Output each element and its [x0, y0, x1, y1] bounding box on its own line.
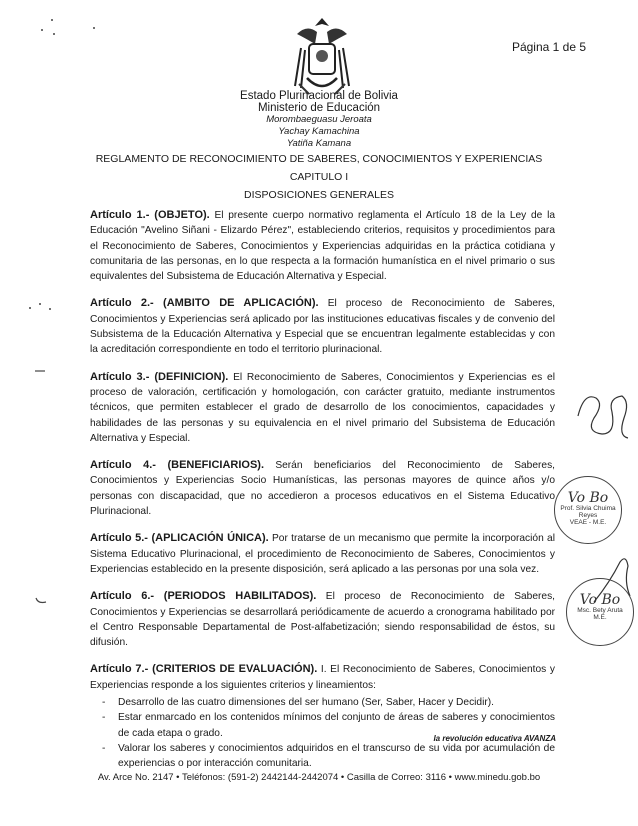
- article-7: [90, 662, 555, 693]
- footer-contact: Av. Arce No. 2147 • Teléfonos: (591-2) 2442144-2442074 • Casilla de Correo: 3116 • www.minedu.gob.bo: [97, 772, 541, 783]
- article-text: El proceso de Reconocimiento de Saberes, Conocimientos y Experiencias será aplicado por las instituciones educativas fiscales y de convenio del Subsistema de la Educación Alternativa y Especial que se encuentran legalmente establecidas y con la acreditación correspondiente en todo el territorio plurinacional.: [90, 298, 555, 356]
- document-headings: [0, 150, 638, 204]
- ministry-name-guarani: Morombaeguasu Jeroata: [266, 114, 372, 125]
- list-item: - Valorar los saberes y conocimientos adquiridos en el transcurso de su vida por acumulación de experiencias o por interacción comunitaria.: [118, 741, 555, 772]
- scan-speck-icon: [26, 300, 56, 314]
- article-title: Artículo 1.- (OBJETO).: [90, 209, 210, 221]
- article-text: El Reconocimiento de Saberes, Conocimientos y Experiencias es el proceso de valoración, certificación y homologación, con carácter gratuito, mediante instrumentos técnicos, que permiten establecer el grado de desarrollo de los conocimientos, capacidades y habilidades de las personas y su equivalencia en el nivel primario del Subsistema de Educación Alternativa y Especial.: [90, 371, 555, 444]
- article-text: El proceso de Reconocimiento de Saberes, Conocimientos y Experiencias se desarrollará periódicamente de acuerdo a cronograma habilitado por el Centro Responsable Departamental de Post-alfabetización; siendo responsabilidad de éstos, su difusión.: [90, 591, 555, 649]
- stamp-unit: VEAE - M.E.: [569, 519, 607, 526]
- motto: la revolución educativa AVANZA: [433, 734, 556, 743]
- stamp-vobo: Vo Bo: [579, 592, 621, 608]
- article-text: Por tratarse de un mecanismo que permite la incorporación al Sistema Educativo Plurinacional, el procedimiento de Reconocimiento de Saberes, Conocimientos y Experiencias establecido en la presente disposición, será aplicado a las personas por una sola vez.: [90, 533, 555, 575]
- stamp-signer: Prof. Silvia Chuima Reyes: [560, 505, 616, 519]
- article-title: Artículo 4.- (BENEFICIARIOS).: [90, 459, 265, 472]
- article-3: [90, 370, 555, 446]
- approval-stamp: [566, 578, 634, 646]
- article-title: Artículo 2.- (AMBITO DE APLICACIÓN).: [90, 297, 319, 310]
- ministry-name-quechua: Yachay Kamachina: [278, 126, 360, 137]
- document-body: [90, 208, 555, 772]
- document-title: REGLAMENTO DE RECONOCIMIENTO DE SABERES, CONOCIMIENTOS Y EXPERIENCIAS: [95, 153, 543, 165]
- chapter-heading: CAPITULO I: [289, 171, 349, 183]
- page-number: Página 1 de 5: [511, 40, 586, 54]
- article-6: [90, 589, 555, 650]
- article-title: Artículo 6.- (PERIODOS HABILITADOS).: [90, 590, 317, 603]
- article-5: [90, 531, 555, 577]
- article-text: I. El Reconocimiento de Saberes, Conocimientos y Experiencias responde a los siguientes criterios y lineamientos:: [90, 664, 555, 691]
- article-title: Artículo 7.- (CRITERIOS DE EVALUACIÓN).: [90, 663, 318, 676]
- article-1: [90, 208, 555, 284]
- ministry-name: Ministerio de Educación: [257, 102, 381, 114]
- stamp-signer: Msc. Bety Aruta: [577, 607, 623, 614]
- article-title: Artículo 5.- (APLICACIÓN ÚNICA).: [90, 532, 269, 545]
- margin-mark-icon: [34, 368, 46, 374]
- stamp-vobo: Vo Bo: [567, 490, 609, 506]
- ministry-name-aymara: Yatiña Kamana: [286, 138, 352, 149]
- scan-speck-icon: [38, 16, 98, 38]
- margin-mark-icon: [34, 596, 48, 606]
- article-4: [90, 458, 555, 519]
- section-heading: DISPOSICIONES GENERALES: [244, 189, 394, 201]
- signature-icon: [572, 388, 632, 444]
- coat-of-arms-icon: [287, 14, 357, 100]
- article-text: El presente cuerpo normativo reglamenta el Artículo 18 de la Ley de la Educación "Avelino Siñani - Elizardo Pérez", estableciendo criterios, requisitos y procedimientos para el Reconocimiento de Saberes, Conocimientos y Experiencias adquiridas en la práctica cotidiana y comunitaria de las personas, en lo que respecta a la formación humanística en el nivel primario o sus equivalentes del Subsistema de Educación Alternativa y Especial.: [90, 210, 556, 283]
- stamp-unit: M.E.: [593, 614, 607, 621]
- article-2: [90, 296, 555, 357]
- state-name: Estado Plurinacional de Bolivia: [240, 90, 398, 102]
- article-text: Serán beneficiarios del Reconocimiento de Saberes, Conocimientos y Experiencias Socio Humanísticas, las personas mayores de quince años y/o personas con discapacidad, que no accedieron a procesos educativos en el Sistema Educativo Plurinacional.: [90, 460, 555, 518]
- institution-header: [0, 90, 638, 150]
- list-item: - Estar enmarcado en los contenidos mínimos del conjunto de áreas de saberes y conocimientos de cada etapa o grado.: [118, 710, 555, 741]
- approval-stamp: [554, 476, 622, 544]
- list-item: - Desarrollo de las cuatro dimensiones del ser humano (Ser, Saber, Hacer y Decidir).: [118, 695, 555, 710]
- article-title: Artículo 3.- (DEFINICION).: [90, 370, 229, 383]
